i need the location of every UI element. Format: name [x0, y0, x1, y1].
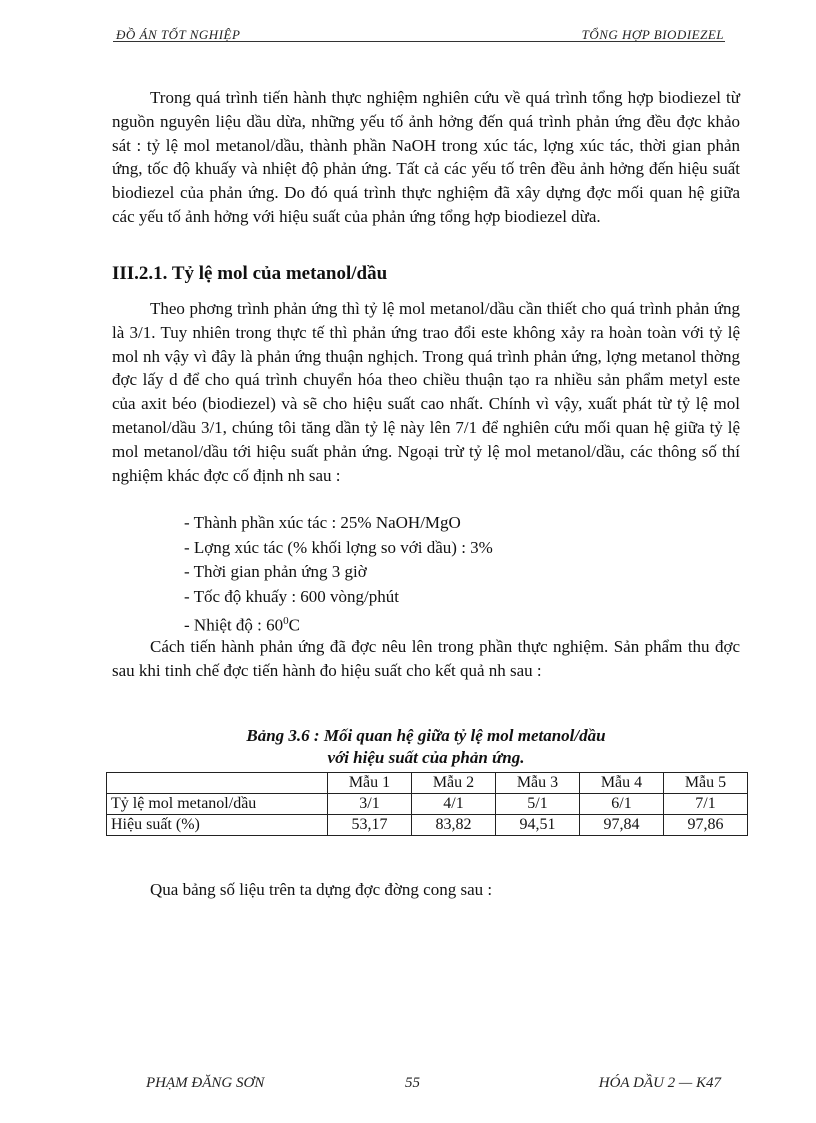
table-cell: 97,86 [664, 815, 748, 836]
degree-superscript: 0 [283, 615, 289, 627]
table-header-row [107, 773, 748, 794]
intro-paragraph: Trong quá trình tiến hành thực nghiệm nghiên cứu về quá trình tổng hợp biodiezel từ nguồn nguyên liệu dầu dừa, những yếu tố ảnh hởng đến quá trình phản ứng đều đợc khảo sát : tỷ lệ mol metanol/dầu, thành phần NaOH trong xúc tác, lợng xúc tác, thời gian phản ứng, tốc độ khuấy và nhiệt độ phản ứng. Tất cả các yếu tố trên đều ảnh hởng đến hiệu suất biodiezel của phản ứng. Do đó quá trình thực nghiệm đã xây dựng đợc mối quan hệ giữa các yếu tố ảnh hởng với hiệu suất của phản ứng tổng hợp biodiezel dừa. [112, 88, 740, 226]
table-row-label: Tỷ lệ mol metanol/dầu [107, 794, 328, 815]
temperature-unit: C [288, 615, 300, 635]
table-cell: 6/1 [580, 794, 664, 815]
table-cell: 4/1 [412, 794, 496, 815]
table-cell: 7/1 [664, 794, 748, 815]
footer-author: PHẠM ĐĂNG SƠN [146, 1075, 265, 1091]
table-cell: 53,17 [328, 815, 412, 836]
header-right: TỔNG HỢP BIODIEZEL [581, 27, 724, 42]
temperature-prefix: - Nhiệt độ : 60 [184, 615, 284, 635]
table-cell: 5/1 [496, 794, 580, 815]
header-rule [113, 41, 725, 42]
table-caption-line2: với hiệu suất của phản ứng. [327, 748, 525, 767]
table-header-cell [107, 773, 328, 794]
table-cell: 97,84 [580, 815, 664, 836]
conditions-list [184, 511, 493, 638]
footer-page-number: 55 [405, 1075, 420, 1091]
header-left: ĐỒ ÁN TỐT NGHIỆP [116, 27, 241, 42]
table-header-cell: Mẫu 3 [496, 773, 580, 794]
footer-course: HÓA DẦU 2 — K47 [598, 1075, 721, 1091]
intro-section [112, 86, 740, 229]
condition-item: - Thành phần xúc tác : 25% NaOH/MgO [184, 513, 461, 532]
table-cell: 3/1 [328, 794, 412, 815]
condition-item-temperature [184, 609, 493, 638]
condition-item: - Tốc độ khuấy : 600 vòng/phút [184, 586, 399, 606]
method-paragraph: Cách tiến hành phản ứng đã đợc nêu lên trong phần thực nghiệm. Sản phẩm thu đợc sau khi tinh chế đợc tiến hành đo hiệu suất cho kết quả nh sau : [112, 637, 740, 680]
condition-item: - Thời gian phản ứng 3 giờ [184, 562, 367, 581]
table-row-label: Hiệu suất (%) [107, 815, 328, 836]
section-heading: III.2.1. Tỷ lệ mol của metanol/dầu [112, 263, 388, 284]
section-body [112, 297, 740, 487]
closing-paragraph: Qua bảng số liệu trên ta dựng đợc đờng cong sau : [150, 880, 493, 899]
condition-item: - Lợng xúc tác (% khối lợng so với dầu) : 3% [184, 537, 493, 557]
table-row [107, 794, 748, 815]
section-paragraph: Theo phơng trình phản ứng thì tỷ lệ mol metanol/dầu cần thiết cho quá trình phản ứng là 3/1. Tuy nhiên trong thực tế thì phản ứng trao đổi este không xảy ra hoàn toàn với tỷ lệ mol nh vậy vì đây là phản ứng thuận nghịch. Trong quá trình phản ứng, lợng metanol thờng đợc lấy d để cho quá trình chuyển hóa theo chiều thuận tạo ra nhiều sản phẩm metyl este của axit béo (biodiezel) và sẽ cho hiệu suất cao nhất. Chính vì vậy, xuất phát từ tỷ lệ mol metanol/dầu 3/1, chúng tôi tăng dần tỷ lệ này lên 7/1 để nghiên cứu mối quan hệ giữa tỷ lệ mol metanol/dầu tới hiệu suất phản ứng. Ngoại trừ tỷ lệ mol metanol/dầu, các thông số thí nghiệm khác đợc cố định nh sau : [112, 299, 740, 485]
results-table [106, 772, 748, 836]
method-section [112, 635, 740, 683]
table-header-cell: Mẫu 2 [412, 773, 496, 794]
table-header-cell: Mẫu 5 [664, 773, 748, 794]
table-header-cell: Mẫu 1 [328, 773, 412, 794]
table-row [107, 815, 748, 836]
table-cell: 83,82 [412, 815, 496, 836]
table-cell: 94,51 [496, 815, 580, 836]
table-header-cell: Mẫu 4 [580, 773, 664, 794]
table-caption-line1: Bảng 3.6 : Mối quan hệ giữa tỷ lệ mol metanol/dầu [246, 726, 606, 745]
